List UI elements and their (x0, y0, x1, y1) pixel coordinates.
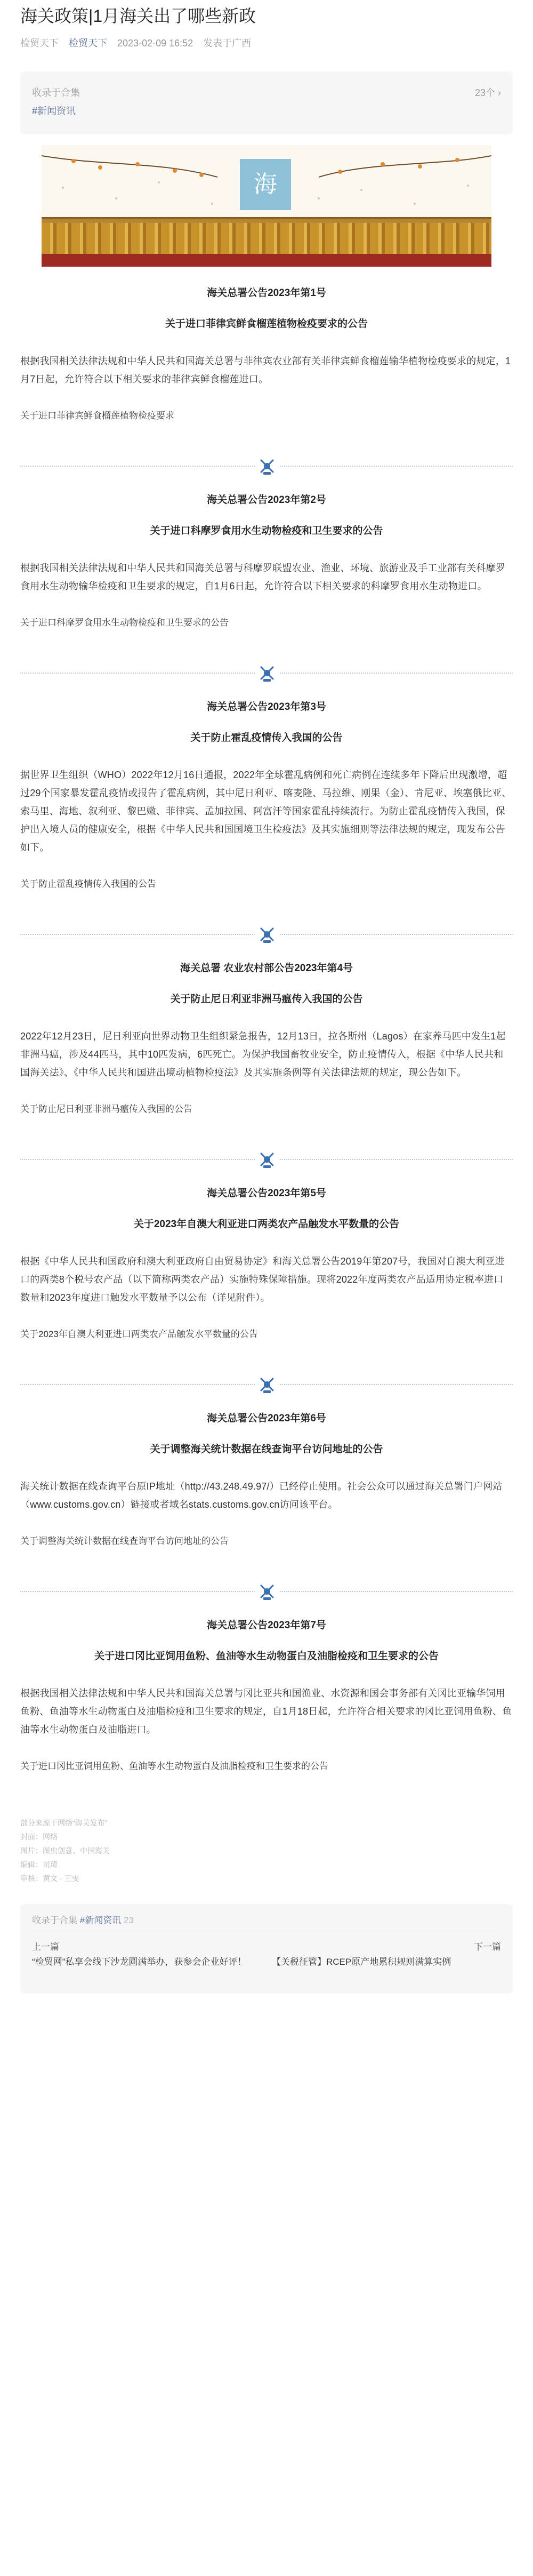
announcement-body: 根据我国相关法律法规和中华人民共和国海关总署与冈比亚共和国渔业、水资源和国会事务部有关冈比亚输华饲用鱼粉、鱼油等水生动物蛋白及油脂检疫和卫生要求的规定，自1月18日起，允许符合相关要求的冈比亚饲用鱼粉、鱼油等水生动物蛋白及油脂进口。 (20, 1688, 512, 1735)
customs-emblem-icon (255, 451, 279, 481)
credit-line: 审核：黄文 · 王雯 (20, 1874, 79, 1883)
banner-plate: 海 (240, 159, 291, 210)
announcement-title: 关于调整海关统计数据在线查询平台访问地址的公告 (150, 1444, 383, 1455)
footer-collection-count: 23 (123, 1915, 134, 1925)
collection-count: 23个 › (474, 87, 501, 98)
announcement-section (20, 961, 513, 1117)
announcement-body: 据世界卫生组织（WHO）2022年12月16日通报，2022年全球霍乱病例和死亡病例在连续多年下降后出现激增，超过29个国家暴发霍乱疫情或报告了霍乱病例，其中尼日利亚、喀麦隆、马拉维、刚果（金）、肯尼亚、埃塞俄比亚、索马里、海地、叙利亚、黎巴嫩、菲律宾、孟加拉国、阿富汗等国家霍乱持续流行。为防止霍乱疫情传入我国，保护出入境人员的健康安全，根据《中华人民共和国国境卫生检疫法》及其实施细则等法律法规的规定，现发布公告如下。 (20, 770, 512, 853)
section-divider (20, 1145, 513, 1174)
announcement-body: 根据我国相关法律法规和中华人民共和国海关总署与菲律宾农业部有关菲律宾鲜食榴莲输华植物检疫要求的规定，1月7日起，允许符合以下相关要求的菲律宾鲜食榴莲进口。 (20, 356, 511, 385)
announcement-title: 关于防止霍乱疫情传入我国的公告 (190, 732, 343, 743)
announcement-number: 海关总署公告2023年第5号 (207, 1188, 326, 1199)
announcement-number: 海关总署公告2023年第3号 (207, 701, 326, 713)
customs-emblem-icon (255, 658, 279, 688)
section-divider (20, 1577, 513, 1606)
publish-datetime: 2023-02-09 16:52 (117, 38, 193, 49)
announcement-body: 根据我国相关法律法规和中华人民共和国海关总署与科摩罗联盟农业、渔业、环境、旅游业及手工业部有关科摩罗食用水生动物输华检疫和卫生要求的规定，自1月6日起，允许符合以下相关要求的科摩罗食用水生动物进口。 (20, 563, 505, 591)
credit-line: 图片：图虫创意、中国海关 (20, 1846, 110, 1855)
prev-article-label: 上一篇 (32, 1942, 59, 1952)
announcement-link[interactable]: 关于进口科摩罗食用水生动物检疫和卫生要求的公告 (20, 618, 229, 628)
announcement-sections (20, 286, 513, 1774)
article-credits (20, 1817, 513, 1886)
announcement-number: 海关总署 农业农村部公告2023年第4号 (180, 963, 353, 974)
collection-tag[interactable]: #新闻资讯 (32, 106, 76, 116)
collection-box[interactable] (20, 71, 513, 134)
prev-article-link[interactable]: “检贸网”私享会线下沙龙圆满举办，获参会企业好评！ (32, 1957, 247, 1967)
customs-emblem-icon (255, 919, 279, 949)
collection-navigation (20, 1904, 513, 1994)
announcement-link[interactable]: 关于2023年自澳大利亚进口两类农产品触发水平数量的公告 (20, 1329, 258, 1339)
announcement-title: 关于防止尼日利亚非洲马瘟传入我国的公告 (170, 994, 363, 1005)
article-meta (20, 35, 513, 51)
article-page (20, 0, 513, 1994)
announcement-title: 关于进口科摩罗食用水生动物检疫和卫生要求的公告 (150, 525, 383, 537)
announcement-title: 关于2023年自澳大利亚进口两类农产品触发水平数量的公告 (133, 1219, 400, 1230)
account-link[interactable]: 检贸天下 (69, 38, 108, 49)
announcement-link[interactable]: 关于防止霍乱疫情传入我国的公告 (20, 879, 156, 889)
announcement-link[interactable]: 关于防止尼日利亚非洲马瘟传入我国的公告 (20, 1104, 192, 1114)
announcement-body: 2022年12月23日，尼日利亚向世界动物卫生组织紧急报告，12月13日，拉各斯州（Lagos）在家养马匹中发生1起非洲马瘟，涉及44匹马，其中10匹发病，6匹死亡。为保护我国畜牧业安全，防止疫情传入，根据《中华人民共和国海关法》、《中华人民共和国进出境动植物检疫法》及其实施条例等有关法律法规的规定，现公告如下。 (20, 1031, 506, 1078)
article-title: 海关政策|1月海关出了哪些新政 (20, 6, 256, 26)
announcement-section (20, 1186, 513, 1342)
announcement-section (20, 1411, 513, 1549)
banner-red-wall (42, 254, 491, 267)
chevron-right-icon: › (498, 87, 501, 98)
section-divider (20, 1370, 513, 1399)
announcement-link[interactable]: 关于调整海关统计数据在线查询平台访问地址的公告 (20, 1536, 229, 1546)
announcement-link[interactable]: 关于进口菲律宾鲜食榴莲植物检疫要求 (20, 411, 174, 421)
announcement-number: 海关总署公告2023年第2号 (207, 494, 326, 506)
customs-emblem-icon (255, 1577, 279, 1606)
announcement-section (20, 286, 513, 423)
banner-roof-tiles (42, 223, 491, 254)
announcement-number: 海关总署公告2023年第1号 (207, 287, 326, 299)
announcement-section (20, 493, 513, 630)
announcement-section (20, 1618, 513, 1774)
next-article-link[interactable]: 【关税征管】RCEP原产地累积规则满算实例 (272, 1957, 451, 1967)
credit-line: 部分来源于网络“海关发布” (20, 1819, 108, 1827)
announcement-body: 根据《中华人民共和国政府和澳大利亚政府自由贸易协定》和海关总署公告2019年第207号，我国对自澳大利亚进口的两类8个税号农产品（以下简称两类农产品）实施特殊保障措施。现将2022年度两类农产品适用协定税率进口数量和2023年度进口触发水平数量予以公布（详见附件）。 (20, 1256, 505, 1303)
publish-location: 发表于广西 (203, 38, 252, 49)
section-divider (20, 451, 513, 481)
section-divider (20, 658, 513, 688)
announcement-link[interactable]: 关于进口冈比亚饲用鱼粉、鱼油等水生动物蛋白及油脂检疫和卫生要求的公告 (20, 1761, 328, 1771)
section-divider (20, 919, 513, 949)
announcement-title: 关于进口菲律宾鲜食榴莲植物检疫要求的公告 (165, 318, 368, 330)
author-name: 检贸天下 (20, 38, 59, 49)
footer-collection[interactable]: 收录于合集 #新闻资讯 23 (32, 1915, 134, 1925)
announcement-number: 海关总署公告2023年第6号 (207, 1413, 326, 1424)
credit-line: 封面：网络 (20, 1833, 58, 1841)
announcement-body: 海关统计数据在线查询平台原IP地址（http://43.248.49.97/）已经停止使用。社会公众可以通过海关总署门户网站（www.customs.gov.cn）链接或者域名stats.customs.gov.cn访问该平台。 (20, 1481, 503, 1510)
announcement-number: 海关总署公告2023年第7号 (207, 1620, 326, 1631)
next-article-label: 下一篇 (474, 1942, 501, 1952)
credit-line: 编辑：司琦 (20, 1860, 58, 1869)
announcement-title: 关于进口冈比亚饲用鱼粉、鱼油等水生动物蛋白及油脂检疫和卫生要求的公告 (94, 1651, 439, 1662)
cover-banner-image (42, 145, 491, 267)
customs-emblem-icon (255, 1145, 279, 1174)
customs-emblem-icon (255, 1370, 279, 1399)
collection-label: 收录于合集 (32, 87, 80, 98)
announcement-section (20, 700, 513, 892)
footer-collection-tag[interactable]: #新闻资讯 (79, 1915, 122, 1925)
